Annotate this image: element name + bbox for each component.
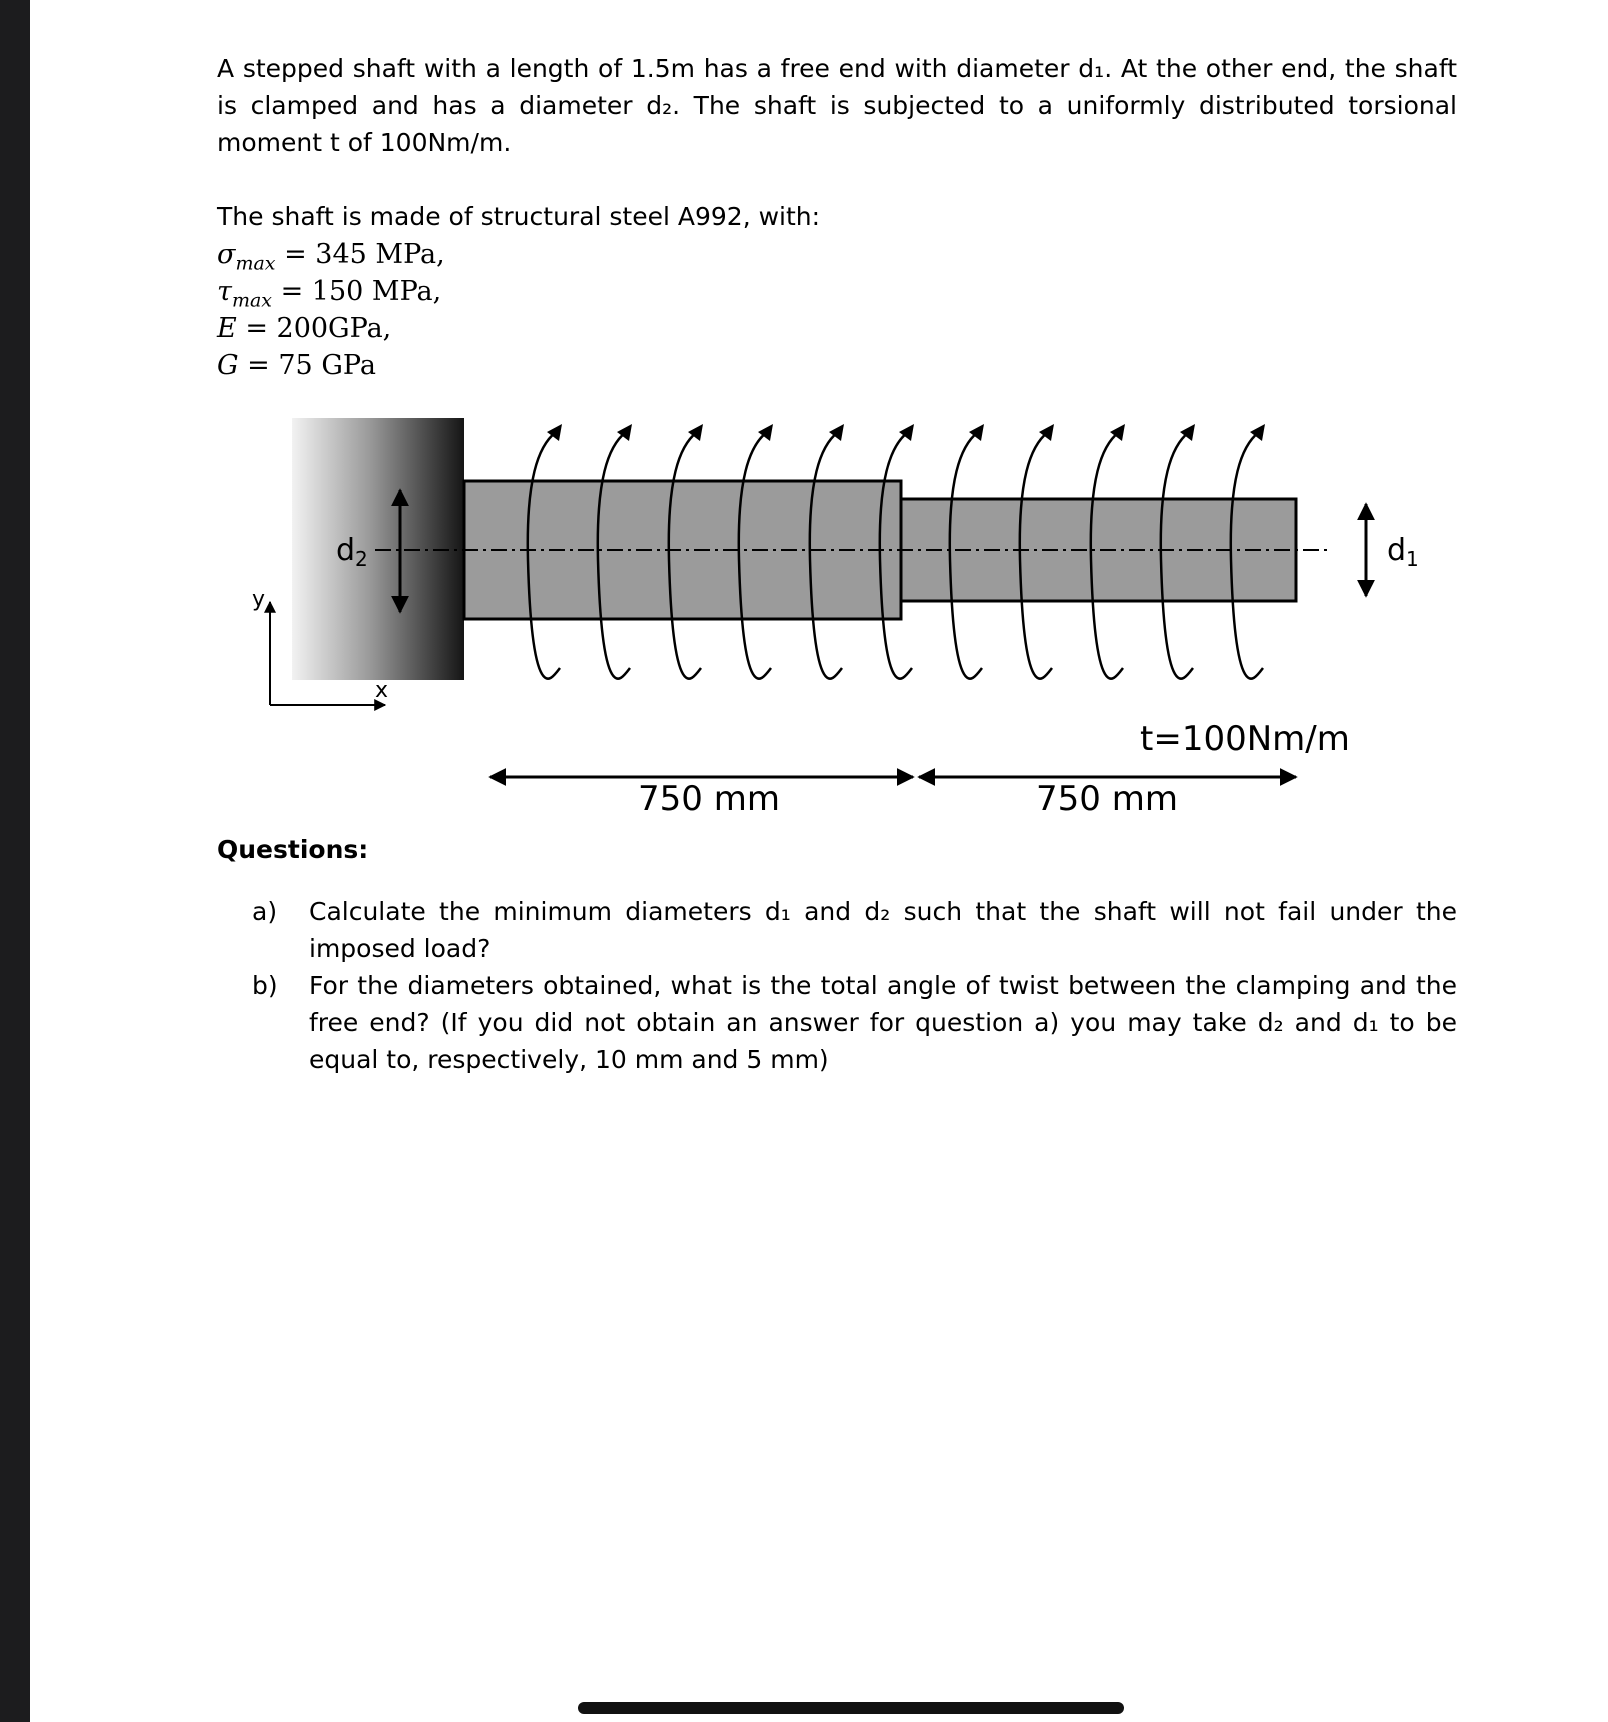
torque-arrowheads [547,424,1265,441]
questions-heading: Questions: [217,835,369,864]
document-page [30,0,1608,1722]
question-b-label: b) [252,971,278,1000]
e-symbol: E [217,313,237,344]
x-axis-label: x [375,678,389,703]
y-axis-label: y [252,587,266,612]
tau-subscript: max [231,289,272,312]
dimension-right-label: 750 mm [1036,779,1178,819]
d1-label: $d_1$ [1387,533,1419,571]
question-a-label: a) [252,897,278,926]
material-intro-text: The shaft is made of structural steel A992, with: [217,202,821,231]
d2-label: $d_2$ [336,533,368,571]
tau-symbol: τ [217,276,232,307]
sigma-subscript: max [235,252,276,275]
home-indicator[interactable] [578,1702,1124,1714]
shaft-diagram [30,0,1608,830]
dimension-left-label: 750 mm [638,779,780,819]
load-label: t=100Nm/m [1140,719,1350,759]
question-b [217,967,1457,1078]
question-a-text: Calculate the minimum diameters d₁ and d₂ such that the shaft will not fail under the imposed load? [309,897,1457,963]
tau-value: = 150 MPa, [280,276,442,307]
question-b-text: For the diameters obtained, what is the total angle of twist between the clamping and the free end? (If you did not obtain an answer for question a) you may take d₂ and d₁ to be equal to, respectively, 10 mm and 5 mm) [309,971,1457,1074]
e-value: = 200GPa, [245,313,392,344]
g-value: = 75 GPa [247,350,376,381]
problem-intro: A stepped shaft with a length of 1.5m has a free end with diameter d₁. At the other end, the shaft is clamped and has a diameter d₂. The shaft is subjected to a uniformly distributed torsional moment t of 100Nm/m. [217,54,1457,157]
sigma-symbol: σ [217,239,236,270]
question-a [217,893,1457,967]
sigma-value: = 345 MPa, [284,239,445,270]
g-symbol: G [217,350,239,381]
